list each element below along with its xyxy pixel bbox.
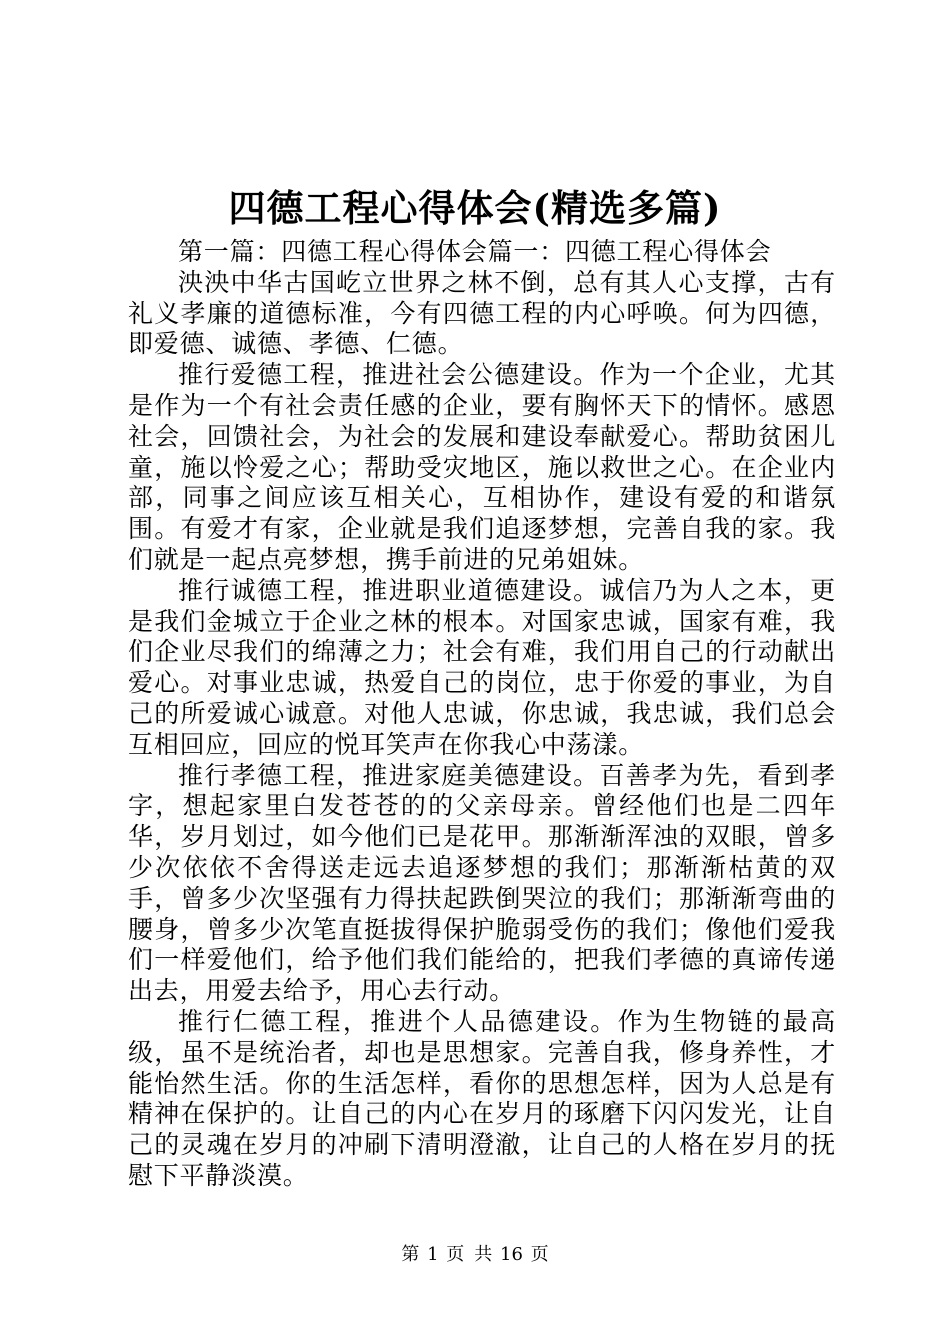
paragraph-intro: 泱泱中华古国屹立世界之林不倒，总有其人心支撑，古有礼义孝廉的道德标准，今有四德工程的内心呼唤。何为四德，即爱德、诚德、孝德、仁德。 (128, 267, 836, 359)
page-footer (0, 1243, 950, 1267)
paragraph-cheng-de: 推行诚德工程，推进职业道德建设。诚信乃为人之本，更是我们金城立于企业之林的根本。对国家忠诚，国家有难，我们企业尽我们的绵薄之力；社会有难，我们用自己的行动献出爱心。对事业忠诚，热爱自己的岗位，忠于你爱的事业，为自己的所爱诚心诚意。对他人忠诚，你忠诚，我忠诚，我们总会互相回应，回应的悦耳笑声在你我心中荡漾。 (128, 575, 836, 759)
paragraph-xiao-de: 推行孝德工程，推进家庭美德建设。百善孝为先，看到孝字，想起家里白发苍苍的的父亲母亲。曾经他们也是二四年华，岁月划过，如今他们已是花甲。那渐渐浑浊的双眼，曾多少次依依不舍得送走远去追逐梦想的我们；那渐渐枯黄的双手，曾多少次坚强有力得扶起跌倒哭泣的我们；那渐渐弯曲的腰身，曾多少次笔直挺拔得保护脆弱受伤的我们；像他们爱我们一样爱他们，给予他们我们能给的，把我们孝德的真谛传递出去，用爱去给予，用心去行动。 (128, 760, 836, 1006)
document-body (128, 237, 836, 1192)
page-total: 共 16 页 (474, 1244, 549, 1265)
document-title: 四德工程心得体会(精选多篇) (228, 186, 722, 230)
paragraph-ren-de: 推行仁德工程，推进个人品德建设。作为生物链的最高级，虽不是统治者，却也是思想家。完善自我，修身养性，才能怡然生活。你的生活怎样，看你的思想怎样，因为人总是有精神在保护的。让自己的内心在岁月的琢磨下闪闪发光，让自己的灵魂在岁月的冲刷下清明澄澈，让自己的人格在岁月的抚慰下平静淡漠。 (128, 1006, 836, 1190)
paragraph-ai-de: 推行爱德工程，推进社会公德建设。作为一个企业，尤其是作为一个有社会责任感的企业，要有胸怀天下的情怀。感恩社会，回馈社会，为社会的发展和建设奉献爱心。帮助贫困儿童，施以怜爱之心；帮助受灾地区，施以救世之心。在企业内部，同事之间应该互相关心，互相协作，建设有爱的和谐氛围。有爱才有家，企业就是我们追逐梦想，完善自我的家。我们就是一起点亮梦想，携手前进的兄弟姐妹。 (128, 360, 836, 574)
page-number: 第 1 页 (401, 1244, 465, 1265)
section-heading: 第一篇：四德工程心得体会篇一：四德工程心得体会 (178, 237, 772, 266)
